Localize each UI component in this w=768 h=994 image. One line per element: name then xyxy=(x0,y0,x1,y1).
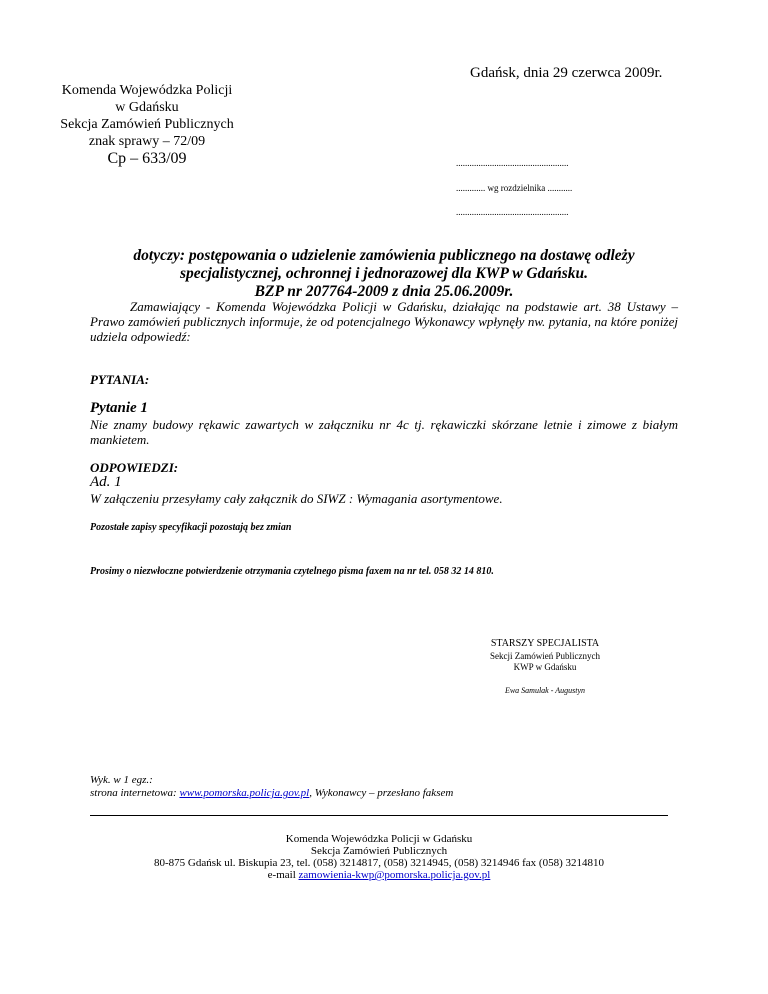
intro-paragraph: Zamawiający - Komenda Wojewódzka Policji w Gdańsku, działając na podstawie art. 38 Ustawy – Prawo zamówień publicznych informuje, że od potencjalnego Wykonawcy wpłynęły nw. pytania, na które poniżej udziela odpowiedź: xyxy=(90,299,678,344)
website-link[interactable]: www.pomorska.policja.gov.pl xyxy=(179,787,310,799)
signature-unit-line: KWP w Gdańsku xyxy=(513,662,577,672)
footer-block xyxy=(90,833,668,881)
subject-line: dotyczy: postępowania o udzielenie zamówienia publicznego na dostawę odleży xyxy=(133,247,635,264)
distribution-prefix: strona internetowa: xyxy=(90,787,180,799)
distribution-count: Wyk. w 1 egz.: xyxy=(90,774,153,786)
email-link[interactable]: zamowienia-kwp@pomorska.policja.gov.pl xyxy=(298,869,491,881)
distribution-suffix: , Wykonawcy – przesłano faksem xyxy=(309,787,454,799)
footer-email-line xyxy=(90,869,668,881)
distribution-line xyxy=(90,787,453,800)
subject-line: BZP nr 207764-2009 z dnia 25.06.2009r. xyxy=(254,283,514,300)
question-title: Pytanie 1 xyxy=(90,400,148,416)
note-unchanged: Pozostałe zapisy specyfikacji pozostają bez zmian xyxy=(90,522,292,533)
footer-address: 80-875 Gdańsk ul. Biskupia 23, tel. (058) 3214817, (058) 3214945, (058) 3214946 fax (058) 3214810 xyxy=(153,857,605,869)
note-confirm: Prosimy o niezwłoczne potwierdzenie otrzymania czytelnego pisma faxem na nr tel. 058 32 14 810. xyxy=(90,566,494,577)
recipient-dots: .................................................. xyxy=(456,158,569,168)
questions-heading: PYTANIA: xyxy=(90,372,150,387)
email-prefix: e-mail xyxy=(267,869,299,881)
footer-divider xyxy=(90,815,668,816)
footer-line: Sekcja Zamówień Publicznych xyxy=(310,845,448,857)
footer-line: Komenda Wojewódzka Policji w Gdańsku xyxy=(285,833,473,845)
case-number: znak sprawy – 72/09 xyxy=(88,134,206,149)
subject-line: specjalistycznej, ochronnej i jednorazowej dla KWP w Gdańsku. xyxy=(179,265,589,282)
question-text: Nie znamy budowy rękawic zawartych w załączniku nr 4c tj. rękawiczki skórzane letnie i zimowe z białym mankietem. xyxy=(90,417,678,447)
signature-title: STARSZY SPECJALISTA xyxy=(490,638,600,649)
answers-heading: ODPOWIEDZI: xyxy=(90,460,179,475)
subject-block xyxy=(82,247,686,301)
signature-unit xyxy=(460,651,630,673)
recipient-dots: .................................................. xyxy=(456,207,569,217)
answer-text: W załączeniu przesyłamy cały załącznik do SIWZ : Wymagania asortymentowe. xyxy=(90,491,503,506)
reference-number: Cp – 633/09 xyxy=(107,150,187,167)
signature-name: Ewa Samulak - Augustyn xyxy=(504,686,586,695)
answer-title: Ad. 1 xyxy=(90,474,122,490)
signature-unit-line: Sekcji Zamówień Publicznych xyxy=(490,651,600,661)
distribution-block xyxy=(90,774,453,800)
sender-block xyxy=(52,82,242,168)
sender-line: Sekcja Zamówień Publicznych xyxy=(60,117,234,132)
recipient-line: ............. wg rozdzielnika ........... xyxy=(456,183,573,193)
document-date: Gdańsk, dnia 29 czerwca 2009r. xyxy=(470,65,663,81)
sender-line: w Gdańsku xyxy=(115,100,179,115)
sender-line: Komenda Wojewódzka Policji xyxy=(61,83,233,98)
